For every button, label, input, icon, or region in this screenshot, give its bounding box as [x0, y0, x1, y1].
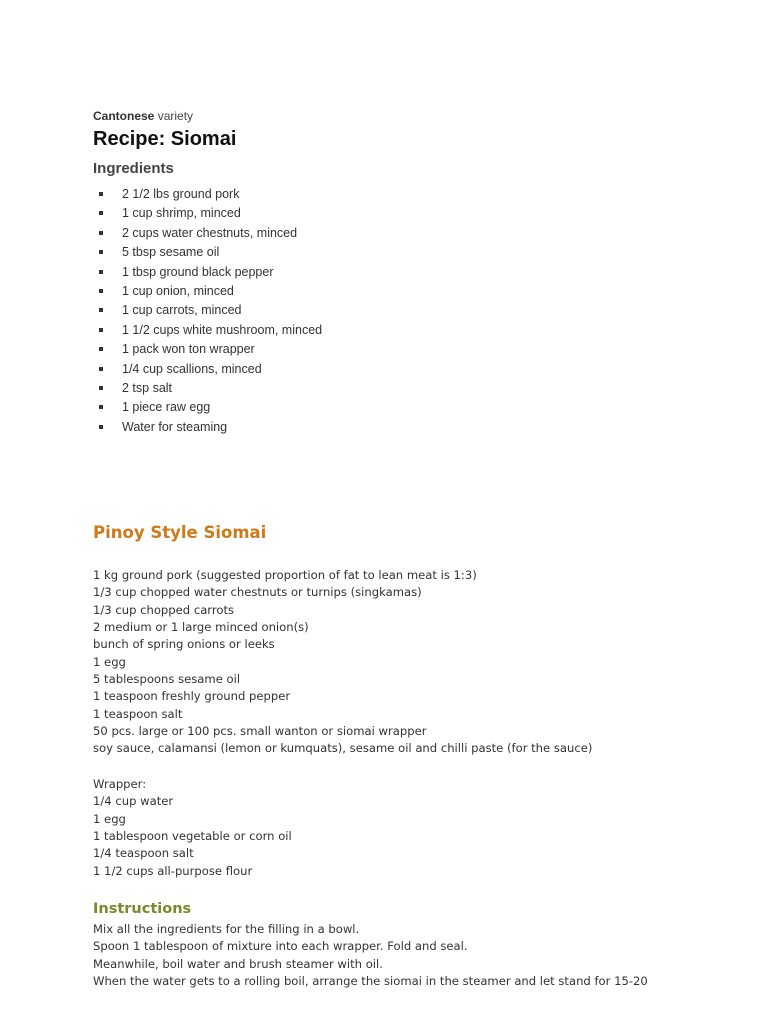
pinoy-ingredient-line: soy sauce, calamansi (lemon or kumquats), sesame oil and chilli paste (for the sauce)	[93, 741, 593, 756]
ingredient-item: 5 tbsp sesame oil	[93, 243, 322, 262]
instruction-line: Mix all the ingredients for the filling in a bowl.	[93, 922, 360, 936]
ingredient-item: 1 piece raw egg	[93, 398, 322, 417]
ingredient-item: Water for steaming	[93, 418, 322, 437]
ingredient-item: 2 1/2 lbs ground pork	[93, 185, 322, 204]
ingredient-item: 1 cup onion, minced	[93, 282, 322, 301]
pinoy-ingredient-line: 50 pcs. large or 100 pcs. small wanton or siomai wrapper	[93, 724, 427, 739]
wrapper-list	[93, 776, 292, 880]
ingredient-item: 1 1/2 cups white mushroom, minced	[93, 321, 322, 340]
pinoy-ingredient-line: 1 teaspoon freshly ground pepper	[93, 689, 291, 704]
ingredients-list	[93, 185, 322, 437]
ingredient-item: 1 cup carrots, minced	[93, 301, 322, 320]
variety-rest: variety	[154, 109, 194, 123]
ingredient-item: 1/4 cup scallions, minced	[93, 360, 322, 379]
pinoy-ingredient-line: 5 tablespoons sesame oil	[93, 672, 241, 687]
pinoy-heading: Pinoy Style Siomai	[93, 523, 267, 542]
wrapper-line: 1 egg	[93, 811, 126, 826]
pinoy-ingredients-list	[93, 567, 592, 758]
ingredient-item: 2 cups water chestnuts, minced	[93, 224, 322, 243]
wrapper-line: 1 1/2 cups all-purpose flour	[93, 863, 253, 878]
pinoy-ingredient-line: 1 kg ground pork (suggested proportion of fat to lean meat is 1:3)	[93, 568, 477, 582]
ingredient-item: 1 tbsp ground black pepper	[93, 263, 322, 282]
pinoy-ingredient-line: bunch of spring onions or leeks	[93, 637, 275, 652]
instruction-line: Spoon 1 tablespoon of mixture into each wrapper. Fold and seal.	[93, 939, 468, 954]
wrapper-line: 1 tablespoon vegetable or corn oil	[93, 829, 292, 844]
pinoy-ingredient-line: 1 egg	[93, 654, 126, 669]
ingredient-item: 1 cup shrimp, minced	[93, 204, 322, 223]
ingredient-item: 2 tsp salt	[93, 379, 322, 398]
pinoy-ingredient-line: 1/3 cup chopped water chestnuts or turnips (singkamas)	[93, 585, 422, 600]
variety-label	[93, 109, 193, 123]
instructions-heading: Instructions	[93, 901, 192, 917]
recipe-title: Recipe: Siomai	[93, 128, 237, 150]
pinoy-ingredient-line: 1/3 cup chopped carrots	[93, 602, 235, 617]
ingredients-heading: Ingredients	[93, 160, 174, 177]
pinoy-ingredient-line: 1 teaspoon salt	[93, 706, 183, 721]
wrapper-line: 1/4 teaspoon salt	[93, 846, 194, 861]
instruction-line: Meanwhile, boil water and brush steamer with oil.	[93, 956, 383, 971]
variety-bold: Cantonese	[93, 109, 155, 123]
ingredient-item: 1 pack won ton wrapper	[93, 340, 322, 359]
pinoy-ingredient-line: 2 medium or 1 large minced onion(s)	[93, 620, 309, 635]
wrapper-line: 1/4 cup water	[93, 794, 174, 809]
instruction-line: When the water gets to a rolling boil, arrange the siomai in the steamer and let stand for 15-20	[93, 974, 648, 989]
instructions-list	[93, 921, 648, 990]
wrapper-heading: Wrapper:	[93, 777, 147, 791]
